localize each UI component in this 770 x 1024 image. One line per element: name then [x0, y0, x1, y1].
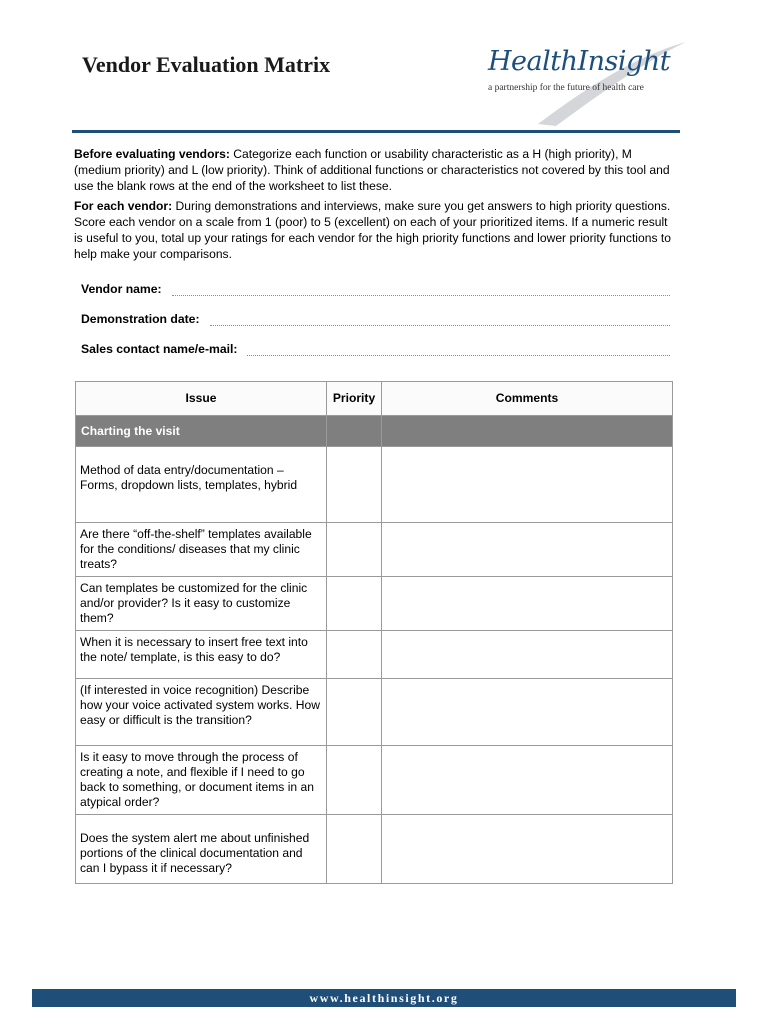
comments-cell[interactable] — [382, 523, 673, 577]
table-row — [76, 447, 673, 523]
table-row — [76, 746, 673, 815]
table-row — [76, 679, 673, 746]
intro-paragraph-1 — [74, 146, 674, 194]
logo-wordmark: HealthInsight — [488, 46, 671, 77]
table-row — [76, 577, 673, 631]
priority-cell[interactable] — [327, 577, 382, 631]
issue-cell: Are there “off-the-shelf” templates available for the conditions/ diseases that my clinic treats? — [76, 523, 327, 577]
demonstration-date-field — [81, 312, 670, 326]
comments-cell[interactable] — [382, 447, 673, 523]
table-row — [76, 631, 673, 679]
sales-contact-label: Sales contact name/e-mail: — [81, 342, 238, 356]
demonstration-date-label: Demonstration date: — [81, 312, 200, 326]
priority-cell[interactable] — [327, 447, 382, 523]
intro-paragraph-2 — [74, 198, 674, 262]
issue-cell: Does the system alert me about unfinished portions of the clinical documentation and can I bypass it if necessary? — [76, 815, 327, 884]
header-comments: Comments — [382, 382, 673, 416]
vendor-name-field — [81, 282, 670, 296]
issue-cell: (If interested in voice recognition) Describe how your voice activated system works. How easy or difficult is the transition? — [76, 679, 327, 746]
header-divider — [72, 130, 680, 133]
priority-cell[interactable] — [327, 746, 382, 815]
header-issue: Issue — [76, 382, 327, 416]
healthinsight-logo — [478, 38, 688, 126]
section-title: Charting the visit — [76, 416, 327, 447]
sales-contact-input[interactable] — [247, 343, 670, 356]
priority-cell[interactable] — [327, 631, 382, 679]
comments-cell[interactable] — [382, 679, 673, 746]
comments-cell[interactable] — [382, 746, 673, 815]
table-row — [76, 815, 673, 884]
section-comments-cell — [382, 416, 673, 447]
sales-contact-field — [81, 342, 670, 356]
intro-text-2: During demonstrations and interviews, make sure you get answers to high priority questions. Score each vendor on a scale from 1 (poor) to 5 (excellent) on each of your prioritized items. If a numeric result is useful to you, total up your ratings for each vendor for the high priority functions and lower priority functions to help make your comparisons. — [74, 199, 671, 261]
issue-cell: When it is necessary to insert free text into the note/ template, is this easy to do? — [76, 631, 327, 679]
intro-label-1: Before evaluating vendors: — [74, 147, 230, 161]
intro-label-2: For each vendor: — [74, 199, 173, 213]
evaluation-table — [75, 381, 673, 884]
priority-cell[interactable] — [327, 815, 382, 884]
footer-url[interactable]: www.healthinsight.org — [32, 989, 736, 1007]
priority-cell[interactable] — [327, 679, 382, 746]
section-row — [76, 416, 673, 447]
vendor-name-label: Vendor name: — [81, 282, 162, 296]
section-priority-cell — [327, 416, 382, 447]
comments-cell[interactable] — [382, 631, 673, 679]
issue-cell: Is it easy to move through the process of creating a note, and flexible if I need to go back to something, or document items in an atypical order? — [76, 746, 327, 815]
demonstration-date-input[interactable] — [210, 313, 670, 326]
table-row — [76, 523, 673, 577]
issue-cell: Method of data entry/documentation – Forms, dropdown lists, templates, hybrid — [76, 447, 327, 523]
comments-cell[interactable] — [382, 815, 673, 884]
intro-text-1: Categorize each function or usability characteristic as a H (high priority), M (medium priority) and L (low priority). Think of additional functions or characteristics not covered by this tool and use the blank rows at the end of the worksheet to list these. — [74, 147, 670, 193]
vendor-name-input[interactable] — [172, 283, 670, 296]
table-header-row — [76, 382, 673, 416]
header-priority: Priority — [327, 382, 382, 416]
comments-cell[interactable] — [382, 577, 673, 631]
priority-cell[interactable] — [327, 523, 382, 577]
document-title: Vendor Evaluation Matrix — [82, 52, 331, 77]
logo-tagline: a partnership for the future of health care — [488, 83, 644, 93]
issue-cell: Can templates be customized for the clinic and/or provider? Is it easy to customize them? — [76, 577, 327, 631]
